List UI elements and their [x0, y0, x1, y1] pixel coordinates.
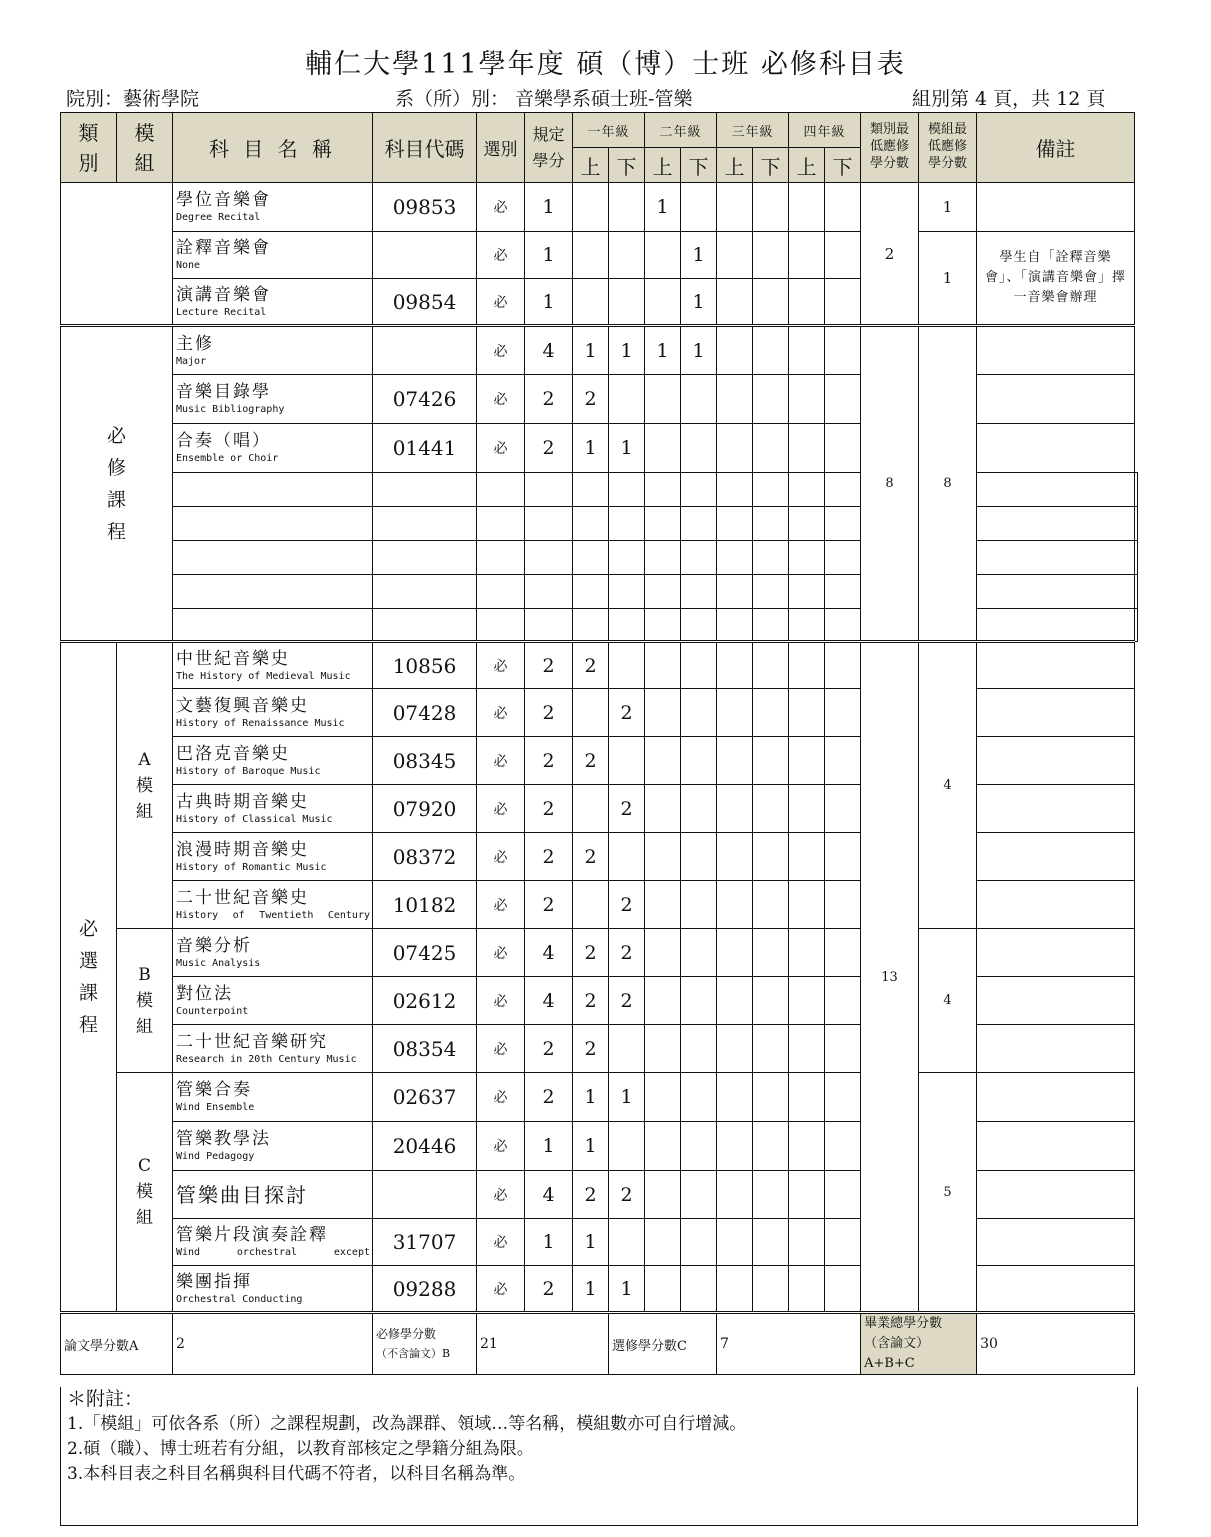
y1-upper: 2 — [573, 1025, 609, 1073]
y2-upper: 1 — [645, 183, 681, 232]
module-b — [117, 929, 173, 1073]
table-row — [61, 881, 1138, 929]
credits: 2 — [525, 642, 573, 689]
group1-module-min-2: 1 — [919, 232, 977, 326]
header-category: 類別 — [61, 113, 117, 183]
table-row — [61, 424, 1138, 473]
header-upper: 上 — [573, 148, 609, 183]
course-code: 09853 — [373, 183, 477, 232]
credits: 2 — [525, 1266, 573, 1313]
module-b-min: 4 — [919, 929, 977, 1073]
group3-category-min: 13 — [861, 642, 919, 1313]
credits: 2 — [525, 737, 573, 785]
thesis-credits-label: 論文學分數A — [61, 1313, 173, 1375]
course-name-en: Music Analysis — [176, 957, 261, 969]
y1-lower: 2 — [609, 929, 645, 977]
y1-lower — [609, 737, 645, 785]
y1-lower — [609, 375, 645, 424]
course-name-en: Lecture Recital — [176, 306, 267, 318]
group2-module-min: 8 — [919, 326, 977, 642]
required-credits-label: 必修學分數 — [376, 1327, 437, 1341]
y1-upper: 1 — [573, 424, 609, 473]
credits: 2 — [525, 1073, 573, 1122]
selection: 必 — [477, 1025, 525, 1073]
credits: 2 — [525, 881, 573, 929]
section-required-label: 必修課程 — [106, 424, 126, 543]
course-name-en: History of Baroque Music — [176, 765, 321, 777]
course-name: 管樂片段演奏詮釋 — [176, 1225, 328, 1245]
y1-lower: 1 — [609, 326, 645, 375]
module-b-label: B模組 — [136, 964, 153, 1037]
course-name-en: History of Renaissance Music — [176, 717, 345, 729]
empty-row — [61, 575, 1138, 609]
note-item: 3.本科目表之科目名稱與科目代碼不符者，以科目名稱為準。 — [67, 1464, 526, 1484]
module-c-label: C模組 — [136, 1156, 153, 1228]
course-name-en: History of Twentieth Century — [176, 909, 370, 921]
thesis-credits-value: 2 — [173, 1313, 373, 1375]
course-name-en: Major — [176, 355, 207, 367]
course-name: 管樂曲目探討 — [176, 1182, 308, 1207]
y1-upper: 2 — [573, 1171, 609, 1219]
course-code: 07920 — [373, 785, 477, 833]
credits: 1 — [525, 279, 573, 326]
selection: 必 — [477, 183, 525, 232]
required-credits-label-2: （不含論文）B — [376, 1347, 451, 1360]
table-row — [61, 1266, 1138, 1313]
note-item: 2.碩（職）、博士班若有分組，以教育部核定之學籍分組為限。 — [67, 1439, 534, 1459]
note-item: 1.「模組」可依各系（所）之課程規劃，改為課群、領域…等名稱，模組數亦可自行增減。 — [67, 1414, 747, 1434]
course-code: 01441 — [373, 424, 477, 473]
course-name-en: Degree Recital — [176, 212, 261, 223]
course-code: 02612 — [373, 977, 477, 1025]
course-code: 31707 — [373, 1219, 477, 1266]
course-code: 10182 — [373, 881, 477, 929]
module-a — [117, 642, 173, 929]
section-elective-label: 必選課程 — [78, 918, 98, 1036]
table-row — [61, 977, 1138, 1025]
y1-upper: 2 — [573, 977, 609, 1025]
group1-category — [61, 183, 173, 326]
selection: 必 — [477, 279, 525, 326]
course-name: 浪漫時期音樂史 — [176, 839, 309, 860]
y1-lower: 1 — [609, 424, 645, 473]
selection: 必 — [477, 232, 525, 279]
credits: 2 — [525, 1025, 573, 1073]
header-upper: 上 — [645, 148, 681, 183]
required-credits-value: 21 — [477, 1313, 609, 1375]
table-row — [61, 833, 1138, 881]
department-label: 系（所）別： 音樂學系碩士班-管樂 — [395, 88, 693, 110]
course-name: 音樂目錄學 — [176, 382, 271, 402]
selection: 必 — [477, 737, 525, 785]
course-name: 古典時期音樂史 — [176, 791, 309, 812]
empty-row — [61, 541, 1138, 575]
elective-credits-label: 選修學分數C — [609, 1313, 717, 1375]
y1-lower: 1 — [609, 1073, 645, 1122]
table-row — [61, 785, 1138, 833]
course-name: 樂團指揮 — [176, 1271, 252, 1292]
course-table — [60, 112, 1138, 1375]
credits: 2 — [525, 375, 573, 424]
y1-lower — [609, 1025, 645, 1073]
table-row — [61, 1122, 1138, 1171]
course-name-en: History of Romantic Music — [176, 861, 327, 873]
course-code: 07428 — [373, 689, 477, 737]
course-code: 08354 — [373, 1025, 477, 1073]
header-category-min: 類別最低應修學分數 — [861, 113, 919, 183]
course-name-en: Wind Ensemble — [176, 1102, 255, 1113]
course-code: 08372 — [373, 833, 477, 881]
course-name-en: The History of Medieval Music — [176, 670, 351, 682]
course-code: 07426 — [373, 375, 477, 424]
table-row — [61, 375, 1138, 424]
y1-upper: 1 — [573, 326, 609, 375]
header-lower: 下 — [609, 148, 645, 183]
course-code: 07425 — [373, 929, 477, 977]
header-upper: 上 — [717, 148, 753, 183]
credits: 2 — [525, 833, 573, 881]
section-elective — [61, 642, 117, 1313]
y1-lower: 2 — [609, 977, 645, 1025]
module-c-min: 5 — [919, 1073, 977, 1313]
course-name: 學位音樂會 — [176, 190, 271, 210]
empty-row — [61, 507, 1138, 541]
y1-upper: 2 — [573, 929, 609, 977]
header-selection: 選別 — [477, 113, 525, 183]
course-name: 管樂合奏 — [176, 1080, 252, 1100]
module-c — [117, 1073, 173, 1313]
course-name: 主修 — [176, 333, 214, 354]
selection: 必 — [477, 833, 525, 881]
table-row — [61, 1073, 1138, 1122]
selection: 必 — [477, 881, 525, 929]
y1-lower — [609, 833, 645, 881]
module-a-label: A模組 — [136, 749, 153, 822]
y2-lower — [681, 183, 717, 232]
credits: 4 — [525, 1171, 573, 1219]
course-name-en: Research in 20th Century Music — [176, 1053, 357, 1065]
total-credits-value: 30 — [977, 1313, 1135, 1375]
table-row — [61, 1171, 1138, 1219]
header-year-2: 二年級 — [645, 113, 717, 148]
y1-upper: 2 — [573, 642, 609, 689]
y2-lower: 1 — [681, 326, 717, 375]
course-code: 09854 — [373, 279, 477, 326]
header-lower: 下 — [681, 148, 717, 183]
credits: 4 — [525, 929, 573, 977]
credits: 1 — [525, 1122, 573, 1171]
credits: 2 — [525, 785, 573, 833]
credits: 2 — [525, 689, 573, 737]
credits: 1 — [525, 1219, 573, 1266]
y1-lower: 2 — [609, 689, 645, 737]
header-course-code: 科目代碼 — [373, 113, 477, 183]
course-code — [373, 1171, 477, 1219]
elective-credits-value: 7 — [717, 1313, 861, 1375]
selection: 必 — [477, 977, 525, 1025]
group-page-label: 組別第 4 頁，共 12 頁 — [912, 88, 1106, 110]
y1-upper: 1 — [573, 1266, 609, 1313]
course-code: 10856 — [373, 642, 477, 689]
credits: 1 — [525, 232, 573, 279]
total-credits-label-2: （含論文） — [864, 1336, 930, 1351]
table-row — [61, 1025, 1138, 1073]
selection: 必 — [477, 1073, 525, 1122]
course-name-en: Orchestral Conducting — [176, 1293, 303, 1305]
credits: 2 — [525, 424, 573, 473]
y1-lower: 2 — [609, 881, 645, 929]
credits: 4 — [525, 977, 573, 1025]
course-name: 二十世紀音樂史 — [176, 887, 309, 908]
table-row — [61, 1219, 1138, 1266]
course-name: 中世紀音樂史 — [176, 648, 290, 669]
course-name: 巴洛克音樂史 — [176, 743, 290, 764]
table-row — [61, 326, 1138, 375]
course-name-en: Wind Pedagogy — [176, 1151, 255, 1162]
selection: 必 — [477, 326, 525, 375]
selection: 必 — [477, 1171, 525, 1219]
course-name: 對位法 — [176, 983, 233, 1004]
page-title: 輔仁大學111學年度 碩（博）士班 必修科目表 — [305, 49, 906, 80]
table-row — [61, 642, 1138, 689]
module-a-min: 4 — [919, 642, 977, 929]
credits: 4 — [525, 326, 573, 375]
course-code: 02637 — [373, 1073, 477, 1122]
course-name-en: Counterpoint — [176, 1005, 249, 1017]
header-lower: 下 — [825, 148, 861, 183]
total-credits-label-3: A+B+C — [864, 1356, 915, 1371]
college-label: 院別：藝術學院 — [66, 88, 200, 110]
y1-upper — [573, 785, 609, 833]
course-name-en: Music Bibliography — [176, 404, 285, 415]
selection: 必 — [477, 642, 525, 689]
selection: 必 — [477, 1219, 525, 1266]
y1-upper: 2 — [573, 737, 609, 785]
course-name-en: History of Classical Music — [176, 813, 333, 825]
course-name: 音樂分析 — [176, 935, 252, 956]
y1-lower — [609, 1219, 645, 1266]
course-code — [373, 232, 477, 279]
course-name: 管樂教學法 — [176, 1129, 271, 1149]
course-name: 二十世紀音樂研究 — [176, 1031, 328, 1052]
y1-upper: 1 — [573, 1219, 609, 1266]
y1-upper — [573, 689, 609, 737]
group1-remark: 學生自「詮釋音樂會」、「演講音樂會」擇一音樂會辦理 — [977, 232, 1135, 326]
selection: 必 — [477, 424, 525, 473]
totals-row — [61, 1313, 1138, 1375]
y1-lower: 2 — [609, 1171, 645, 1219]
y1-lower: 1 — [609, 1266, 645, 1313]
course-code: 08345 — [373, 737, 477, 785]
y2-upper — [645, 232, 681, 279]
y1-upper: 2 — [573, 375, 609, 424]
empty-row — [61, 609, 1138, 642]
group1-module-min: 1 — [919, 183, 977, 232]
credits: 1 — [525, 183, 573, 232]
y2-upper — [645, 279, 681, 326]
notes-section — [60, 1387, 1138, 1526]
header-course-name: 科 目 名 稱 — [173, 113, 373, 183]
selection: 必 — [477, 785, 525, 833]
selection: 必 — [477, 1122, 525, 1171]
header-year-3: 三年級 — [717, 113, 789, 148]
y2-lower: 1 — [681, 232, 717, 279]
selection: 必 — [477, 375, 525, 424]
selection: 必 — [477, 929, 525, 977]
group1-category-min: 2 — [861, 183, 919, 326]
table-row — [61, 737, 1138, 785]
y1-upper: 2 — [573, 833, 609, 881]
course-name-en: Wind orchestral except — [176, 1247, 370, 1258]
course-name-en: Ensemble or Choir — [176, 453, 279, 464]
course-code: 09288 — [373, 1266, 477, 1313]
course-name-en: None — [176, 260, 201, 271]
header-year-1: 一年級 — [573, 113, 645, 148]
course-name: 文藝復興音樂史 — [176, 695, 309, 716]
group2-category-min: 8 — [861, 326, 919, 642]
y1-upper — [573, 881, 609, 929]
course-name: 詮釋音樂會 — [176, 238, 271, 258]
y2-upper: 1 — [645, 326, 681, 375]
header-remarks: 備註 — [977, 113, 1135, 183]
y1-upper: 1 — [573, 1073, 609, 1122]
y2-lower: 1 — [681, 279, 717, 326]
y1-lower — [609, 1122, 645, 1171]
selection: 必 — [477, 1266, 525, 1313]
y1-lower: 2 — [609, 785, 645, 833]
selection: 必 — [477, 689, 525, 737]
header-module-min: 模組最低應修學分數 — [919, 113, 977, 183]
table-row — [61, 929, 1138, 977]
notes-heading: ＊附註： — [67, 1388, 144, 1410]
table-row — [61, 183, 1138, 232]
total-credits-label: 畢業總學分數 — [864, 1316, 943, 1331]
header-credits: 規定學分 — [525, 113, 573, 183]
header-lower: 下 — [753, 148, 789, 183]
course-code: 20446 — [373, 1122, 477, 1171]
empty-row — [61, 473, 1138, 507]
header-module: 模組 — [117, 113, 173, 183]
course-name: 合奏（唱） — [176, 431, 271, 451]
header-upper: 上 — [789, 148, 825, 183]
course-name: 演講音樂會 — [176, 284, 271, 305]
course-code — [373, 326, 477, 375]
header-year-4: 四年級 — [789, 113, 861, 148]
table-row — [61, 232, 1138, 279]
y1-upper: 1 — [573, 1122, 609, 1171]
table-row — [61, 689, 1138, 737]
y1-lower — [609, 642, 645, 689]
section-required — [61, 326, 173, 642]
